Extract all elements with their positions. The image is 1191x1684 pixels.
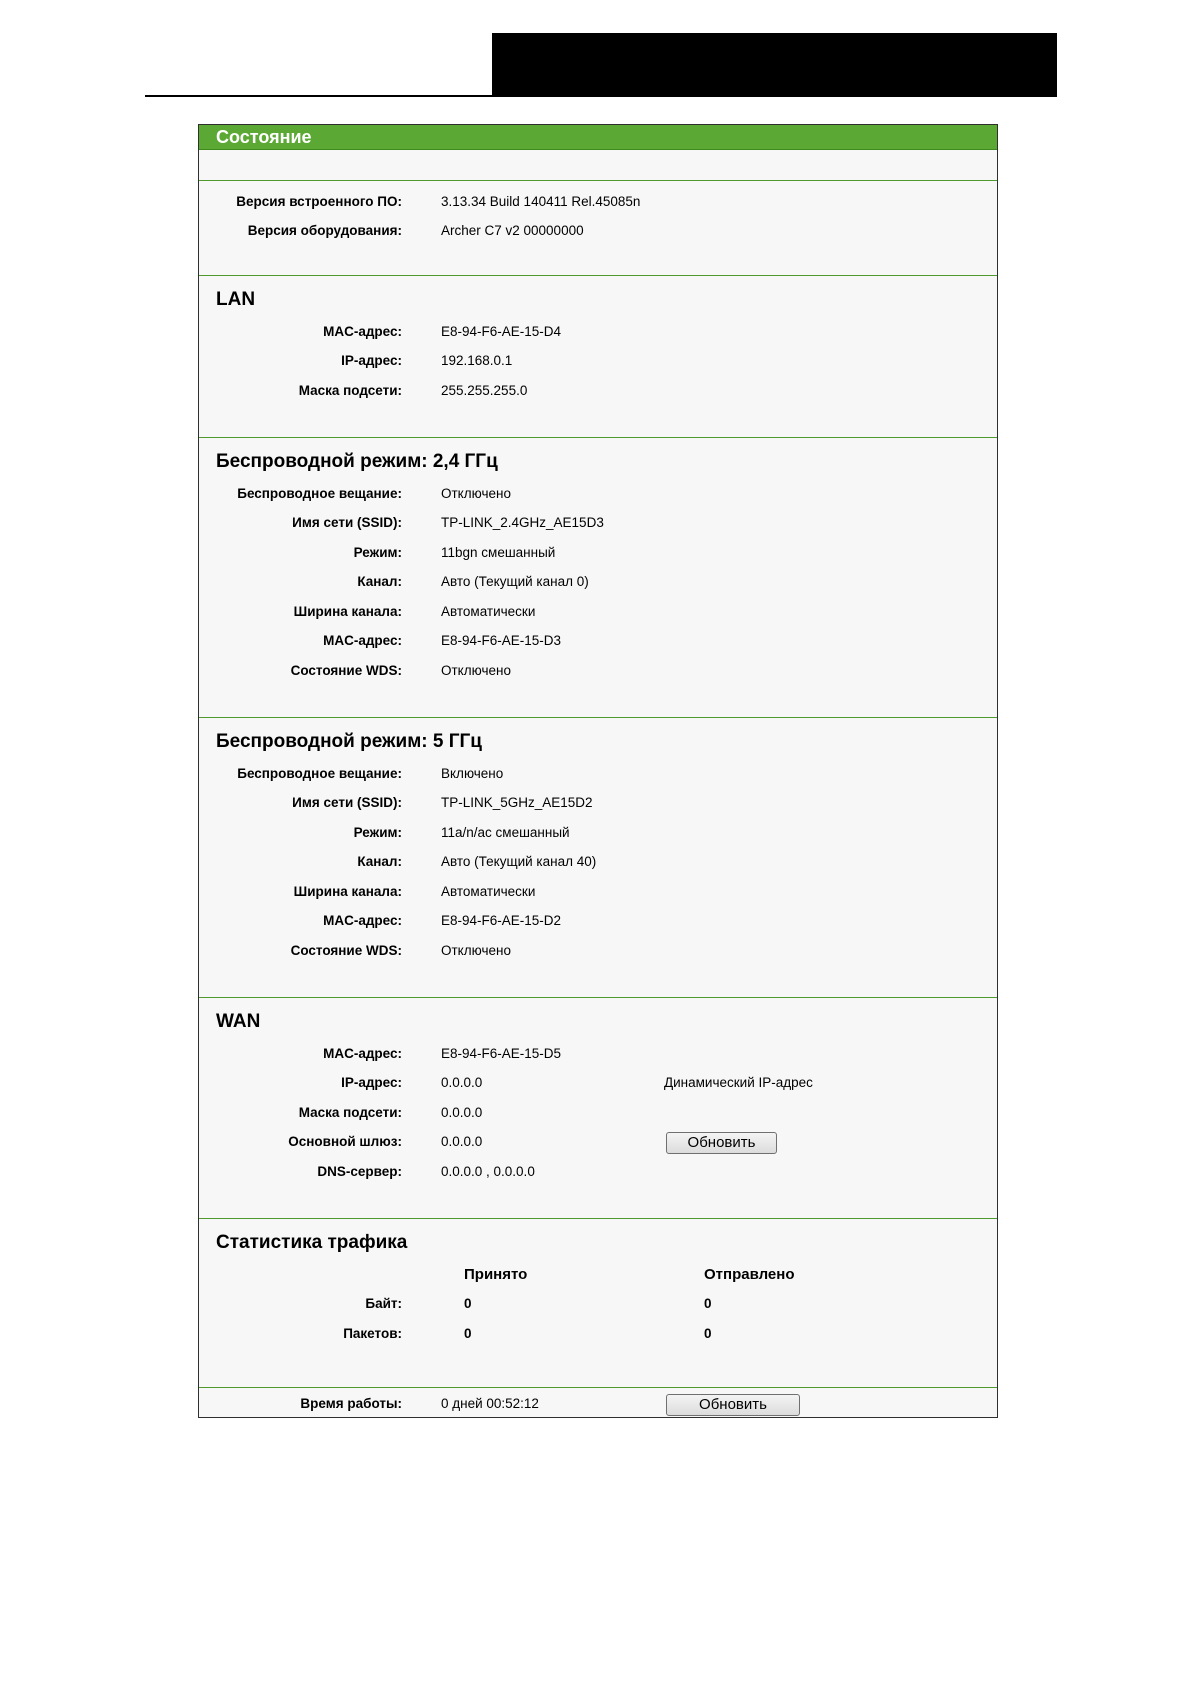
lan-mac-value: E8-94-F6-AE-15-D4 [441,324,562,339]
w24-wds-label: Состояние WDS: [290,663,402,678]
wan-mask-label: Маска подсети: [298,1105,402,1120]
w24-broadcast-label: Беспроводное вещание: [237,486,402,501]
w24-mac-label: MAC-адрес: [323,633,402,648]
w24-mode-value: 11bgn смешанный [441,545,556,560]
w5-ssid-value: TP-LINK_5GHz_AE15D2 [441,795,593,810]
firmware-version-value: 3.13.34 Build 140411 Rel.45085n [441,194,641,209]
w5-wds-label: Состояние WDS: [290,943,402,958]
w5-mode-value: 11a/n/ac смешанный [441,825,570,840]
section-divider [199,997,997,998]
w5-broadcast-label: Беспроводное вещание: [237,766,402,781]
wan-mac-value: E8-94-F6-AE-15-D5 [441,1046,562,1061]
wireless-24-title: Беспроводной режим: 2,4 ГГц [216,451,498,472]
w5-width-value: Автоматически [441,884,536,899]
traffic-sent-header: Отправлено [704,1266,795,1283]
w24-broadcast-value: Отключено [441,486,511,501]
uptime-value: 0 дней 00:52:12 [441,1396,539,1411]
uptime-label: Время работы: [300,1396,402,1411]
firmware-version-label: Версия встроенного ПО: [236,194,402,209]
traffic-bytes-sent: 0 [704,1296,712,1311]
section-divider [199,1218,997,1219]
w5-broadcast-value: Включено [441,766,504,781]
status-panel [198,124,998,1418]
lan-mask-label: Маска подсети: [298,383,402,398]
w5-mode-label: Режим: [353,825,402,840]
traffic-packets-sent: 0 [704,1326,712,1341]
wan-ip-value: 0.0.0.0 [441,1075,483,1090]
section-divider [199,717,997,718]
w24-mode-label: Режим: [353,545,402,560]
wireless-5-title: Беспроводной режим: 5 ГГц [216,731,482,752]
wan-ip-label: IP-адрес: [341,1075,402,1090]
section-divider [199,275,997,276]
section-divider [199,437,997,438]
traffic-received-header: Принято [464,1266,528,1283]
w24-width-label: Ширина канала: [293,604,402,619]
traffic-title: Статистика трафика [216,1232,408,1253]
lan-mask-value: 255.255.255.0 [441,383,528,398]
traffic-packets-received: 0 [464,1326,472,1341]
w5-mac-value: E8-94-F6-AE-15-D2 [441,913,562,928]
w24-channel-value: Авто (Текущий канал 0) [441,574,589,589]
wan-dns-value: 0.0.0.0 , 0.0.0.0 [441,1164,535,1179]
wan-title: WAN [216,1011,261,1032]
traffic-bytes-received: 0 [464,1296,472,1311]
section-divider [199,180,997,181]
wan-gateway-label: Основной шлюз: [288,1134,402,1149]
document-header-bar [492,33,1057,97]
wan-refresh-button[interactable]: Обновить [666,1132,777,1154]
w24-wds-value: Отключено [441,663,511,678]
panel-title: Состояние [199,125,997,150]
wan-dns-label: DNS-сервер: [317,1164,402,1179]
wan-gateway-value: 0.0.0.0 [441,1134,483,1149]
lan-ip-label: IP-адрес: [341,353,402,368]
w5-width-label: Ширина канала: [293,884,402,899]
lan-title: LAN [216,289,256,310]
document-header-rule [145,95,1057,97]
w5-mac-label: MAC-адрес: [323,913,402,928]
hardware-version-value: Archer C7 v2 00000000 [441,223,584,238]
w5-wds-value: Отключено [441,943,511,958]
w5-ssid-label: Имя сети (SSID): [292,795,402,810]
wan-mac-label: MAC-адрес: [323,1046,402,1061]
w5-channel-value: Авто (Текущий канал 40) [441,854,597,869]
hardware-version-label: Версия оборудования: [247,223,402,238]
w24-ssid-value: TP-LINK_2.4GHz_AE15D3 [441,515,604,530]
w24-width-value: Автоматически [441,604,536,619]
wan-mask-value: 0.0.0.0 [441,1105,483,1120]
w24-channel-label: Канал: [357,574,402,589]
lan-mac-label: MAC-адрес: [323,324,402,339]
w5-channel-label: Канал: [357,854,402,869]
traffic-packets-label: Пакетов: [343,1326,402,1341]
traffic-bytes-label: Байт: [365,1296,402,1311]
wan-connection-type: Динамический IP-адрес [664,1075,813,1090]
section-divider [199,1387,997,1388]
uptime-refresh-button[interactable]: Обновить [666,1394,800,1416]
w24-ssid-label: Имя сети (SSID): [292,515,402,530]
lan-ip-value: 192.168.0.1 [441,353,513,368]
w24-mac-value: E8-94-F6-AE-15-D3 [441,633,562,648]
